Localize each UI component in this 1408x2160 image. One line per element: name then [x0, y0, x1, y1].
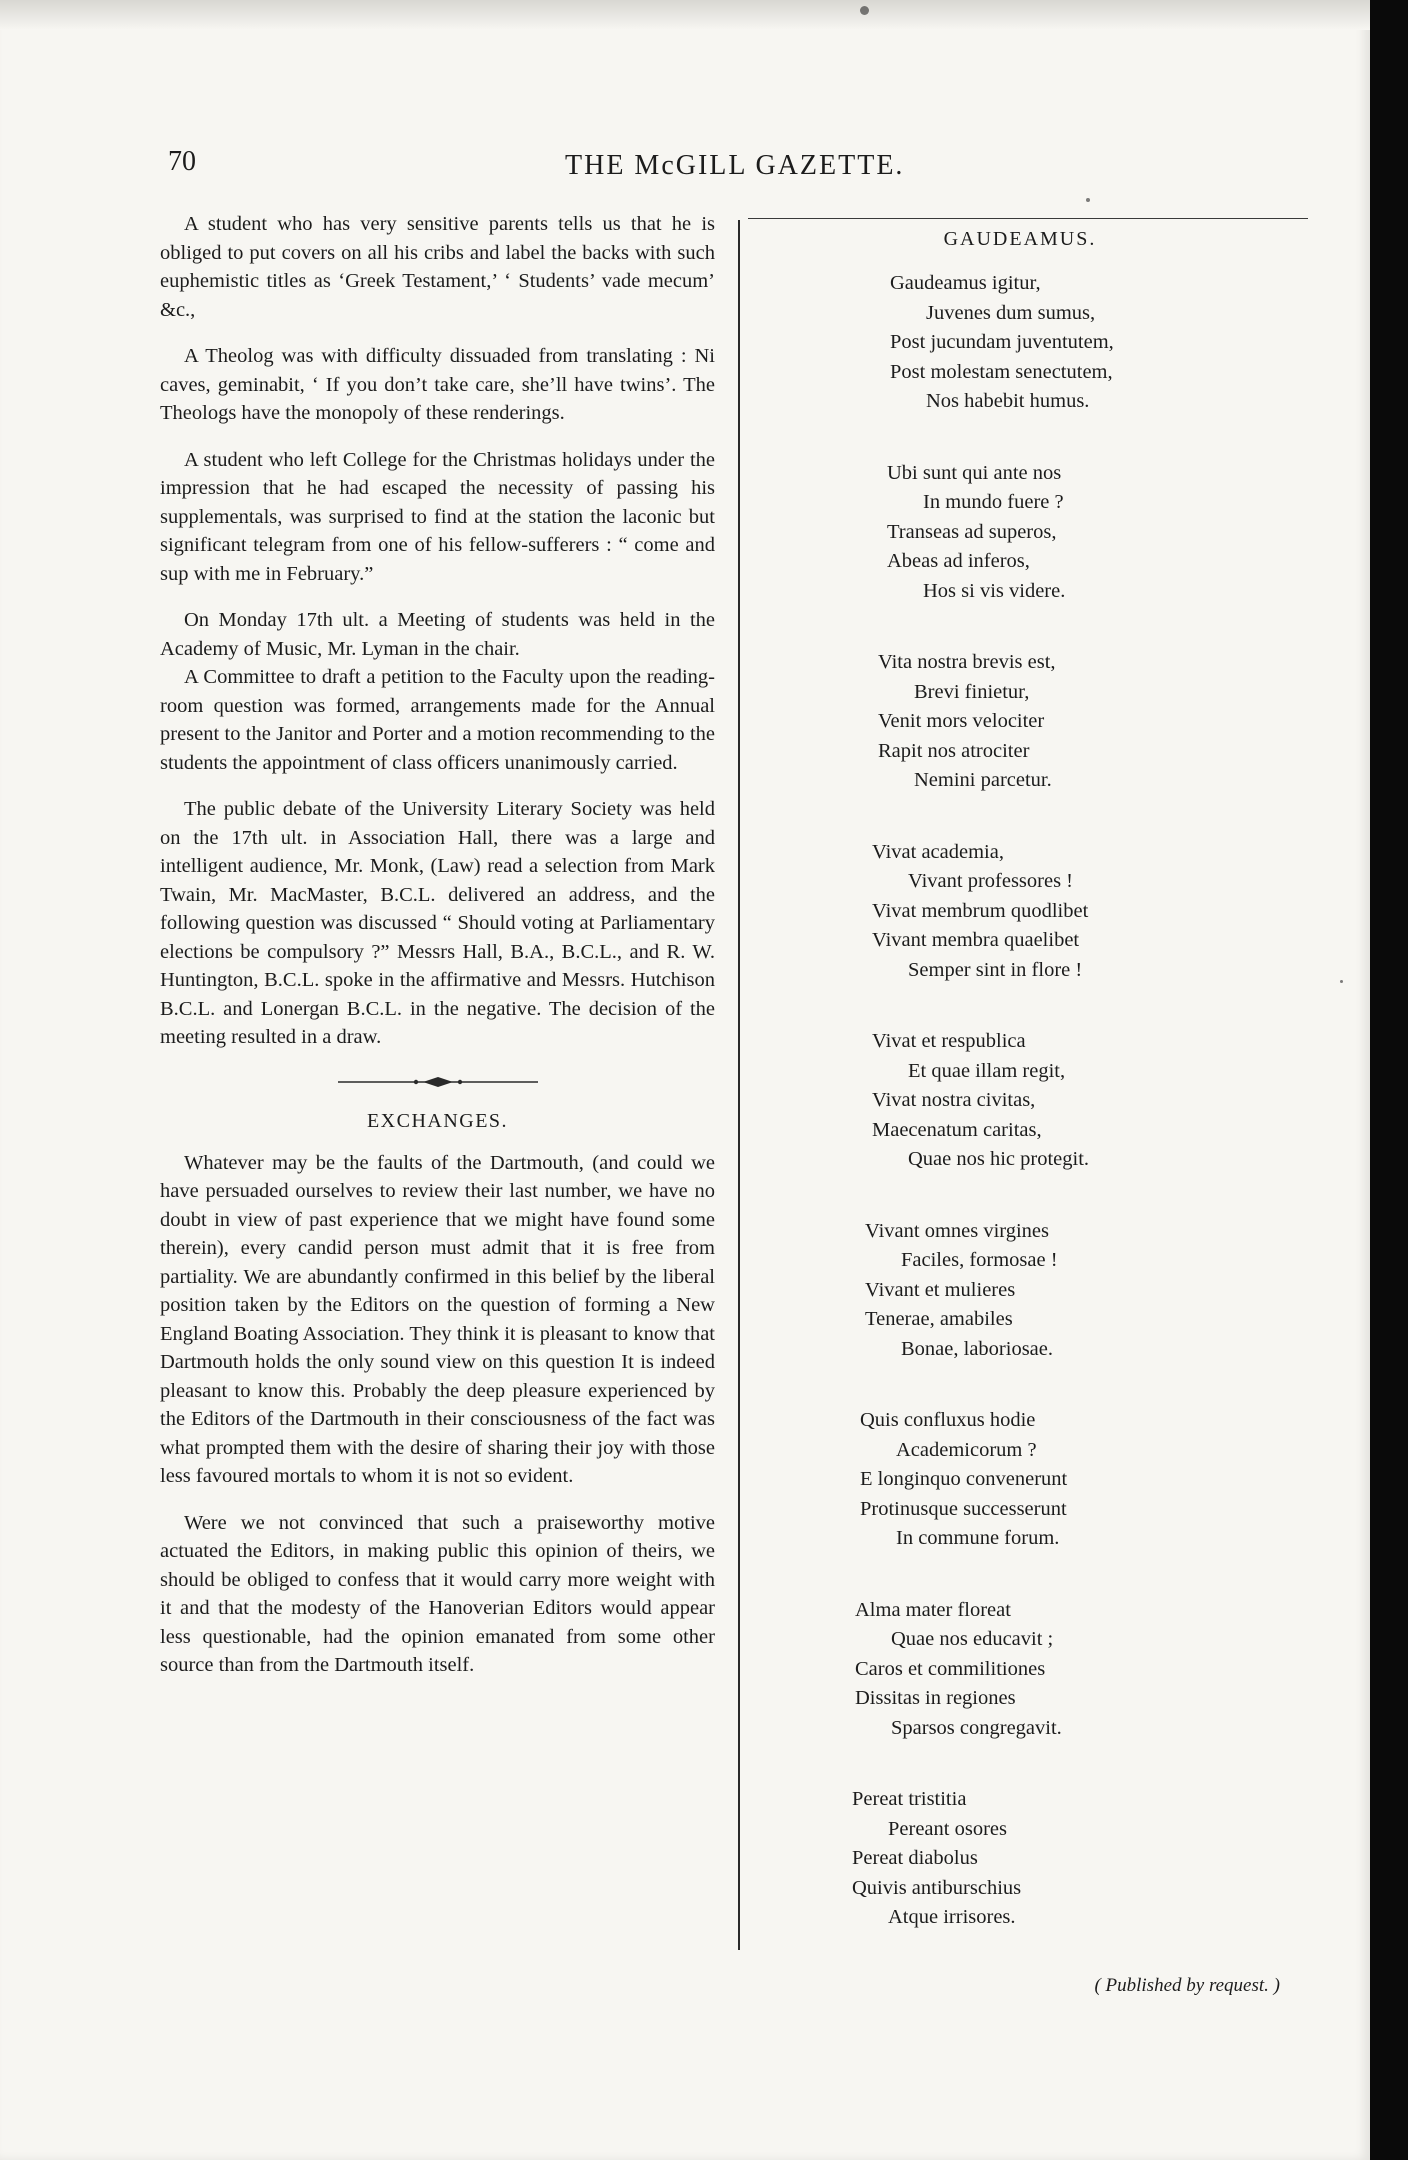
article-paragraph: A Committee to draft a petition to the Faculty upon the reading-room question was formed, arrangements made for the Annual present to the Janitor and Porter and a motion recommending to the students the appointment of class officers unanimously carried.	[160, 666, 715, 774]
poem-line: Protinusque successerunt	[860, 1497, 1067, 1520]
print-speck	[860, 6, 869, 15]
poem-line: Venit mors velociter	[878, 710, 1045, 732]
print-speck	[1340, 980, 1343, 983]
exchanges-paragraph: Were we not convinced that such a praiseworthy motive actuated the Editors, in making public this opinion of theirs, we should be obliged to confess that it would carry more weight with it and that the modesty of the Hanoverian Editors would appear less questionable, had the opinion emanated from some other source than from the Dartmouth itself.	[160, 1511, 715, 1676]
poem-line: Caros et commilitiones	[855, 1657, 1046, 1680]
poem-line: Alma mater floreat	[855, 1598, 1011, 1621]
poem-line: Gaudeamus igitur,	[890, 272, 1041, 294]
poem-line: Vivant professores !	[908, 870, 1074, 892]
poem-line: Post jucundam juventutem,	[890, 331, 1114, 353]
article-paragraph: On Monday 17th ult. a Meeting of students was held in the Academy of Music, Mr. Lyman in the chair.	[160, 609, 715, 660]
poem-stanza	[760, 1217, 1280, 1365]
article-paragraph: A Theolog was with difficulty dissuaded from translating : Ni caves, geminabit, ‘ If you don’t take care, she’ll have twins’. The Theologs have the monopoly of these renderings.	[160, 345, 715, 424]
page-top-shadow	[0, 0, 1370, 30]
poem-line: Vivat et respublica	[872, 1030, 1026, 1052]
poem-line: Quivis antiburschius	[852, 1876, 1022, 1899]
poem-line: E longinquo convenerunt	[860, 1468, 1068, 1490]
poem-line: Ubi sunt qui ante nos	[887, 461, 1062, 484]
page-number: 70	[168, 146, 196, 177]
poem-stanza	[760, 1596, 1280, 1744]
poem-line: In commune forum.	[896, 1527, 1060, 1549]
poem-line: Hos si vis videre.	[923, 579, 1066, 602]
poem-stanza	[760, 838, 1280, 986]
poem-line: Vivant et mulieres	[865, 1278, 1016, 1301]
poem-line: Faciles, formosae !	[901, 1249, 1058, 1271]
poem-line: Post molestam senectutem,	[890, 360, 1113, 383]
article-paragraph: A student who has very sensitive parents tells us that he is obliged to put covers on all his cribs and label the backs with such euphemistic titles as ‘Greek Testament,’ ‘ Students’ vade mecum’ &c.,	[160, 213, 715, 321]
poem-line: Quae nos hic protegit.	[908, 1148, 1090, 1170]
poem-title: GAUDEAMUS.	[943, 228, 1097, 250]
poem-line: Pereat tristitia	[852, 1788, 967, 1810]
left-column	[160, 210, 715, 1680]
header-rule	[748, 218, 1308, 219]
poem-line: Dissitas in regiones	[855, 1687, 1016, 1709]
poem	[760, 269, 1280, 1933]
poem-line: Vivat membrum quodlibet	[872, 899, 1089, 922]
poem-line: Atque irrisores.	[888, 1906, 1016, 1928]
poem-line: Quae nos educavit ;	[891, 1628, 1054, 1650]
poem-line: Vivat nostra civitas,	[872, 1089, 1036, 1111]
poem-stanza	[760, 1406, 1280, 1554]
poem-line: In mundo fuere ?	[923, 491, 1064, 513]
poem-stanza	[760, 269, 1280, 417]
page-header	[0, 140, 1370, 190]
article-paragraph: A student who left College for the Christmas holidays under the impression that he had escaped the necessity of passing his supplementals, was surprised to find at the station the laconic but significant telegram from one of his fellow-sufferers : “ come and sup with me in February.”	[160, 448, 715, 585]
poem-line: Nemini parcetur.	[914, 769, 1052, 791]
poem-line: Sparsos congregavit.	[891, 1716, 1062, 1739]
poem-line: Bonae, laboriosae.	[901, 1337, 1053, 1360]
poem-line: Academicorum ?	[896, 1438, 1037, 1461]
poem-line: Pereat diabolus	[852, 1847, 978, 1869]
poem-stanza	[760, 1027, 1280, 1175]
poem-line: Abeas ad inferos,	[887, 550, 1030, 572]
poem-line: Tenerae, amabiles	[865, 1308, 1013, 1330]
poem-stanza	[760, 1785, 1280, 1933]
poem-line: Quis confluxus hodie	[860, 1409, 1036, 1431]
poem-line: Vita nostra brevis est,	[878, 651, 1056, 673]
poem-stanza	[760, 648, 1280, 796]
exchanges-paragraph: Whatever may be the faults of the Dartmouth, (and could we have persuaded ourselves to review their last number, we have no doubt in view of past experience that we might have found some therein), every candid person must admit that it is free from partiality. We are abundantly confirmed in this belief by the liberal position taken by the Editors on the question of forming a New England Boating Association. They think it is pleasant to know that Dartmouth holds the only sound view on this question It is indeed pleasant to know this. Probably the deep pleasure experienced by the Editors of the Dartmouth in their consciousness of the fact was what prompted them with the desire of sharing their joy with those less favoured mortals to whom it is not so evident.	[160, 1151, 715, 1487]
poem-line: Vivant omnes virgines	[865, 1219, 1050, 1242]
poem-line: Semper sint in flore !	[908, 958, 1083, 981]
poem-line: Et quae illam regit,	[908, 1059, 1066, 1082]
column-divider	[738, 220, 740, 1950]
poem-line: Rapit nos atrociter	[878, 739, 1030, 762]
poem-line: Transeas ad superos,	[887, 520, 1057, 543]
poem-line: Maecenatum caritas,	[872, 1118, 1042, 1141]
poem-stanza	[760, 459, 1280, 607]
right-column	[760, 228, 1280, 1997]
poem-line: Vivat academia,	[872, 840, 1004, 863]
poem-attribution: ( Published by request. )	[1094, 1974, 1280, 1996]
running-title: THE McGILL GAZETTE.	[565, 150, 905, 181]
article-paragraph: The public debate of the University Literary Society was held on the 17th ult. in Association Hall, there was a large and intelligent audience, Mr. Monk, (Law) read a selection from Mark Twain, Mr. MacMaster, B.C.L. delivered an address, and the following question was discussed “ Should voting at Parliamentary elections be compulsory ?” Messrs Hall, B.A., B.C.L., and R. W. Huntington, B.C.L. spoke in the affirmative and Messrs. Hutchison B.C.L. and Lonergan B.C.L. in the negative. The decision of the meeting resulted in a draw.	[160, 798, 715, 1048]
print-speck	[1086, 198, 1090, 202]
poem-line: Nos habebit humus.	[926, 390, 1090, 412]
poem-line: Vivant membra quaelibet	[872, 929, 1080, 951]
poem-line: Pereant osores	[888, 1817, 1007, 1840]
poem-line: Brevi finietur,	[914, 680, 1030, 703]
exchanges-heading: EXCHANGES.	[366, 1109, 509, 1132]
poem-line: Juvenes dum sumus,	[926, 301, 1096, 324]
section-ornament	[338, 1074, 538, 1090]
